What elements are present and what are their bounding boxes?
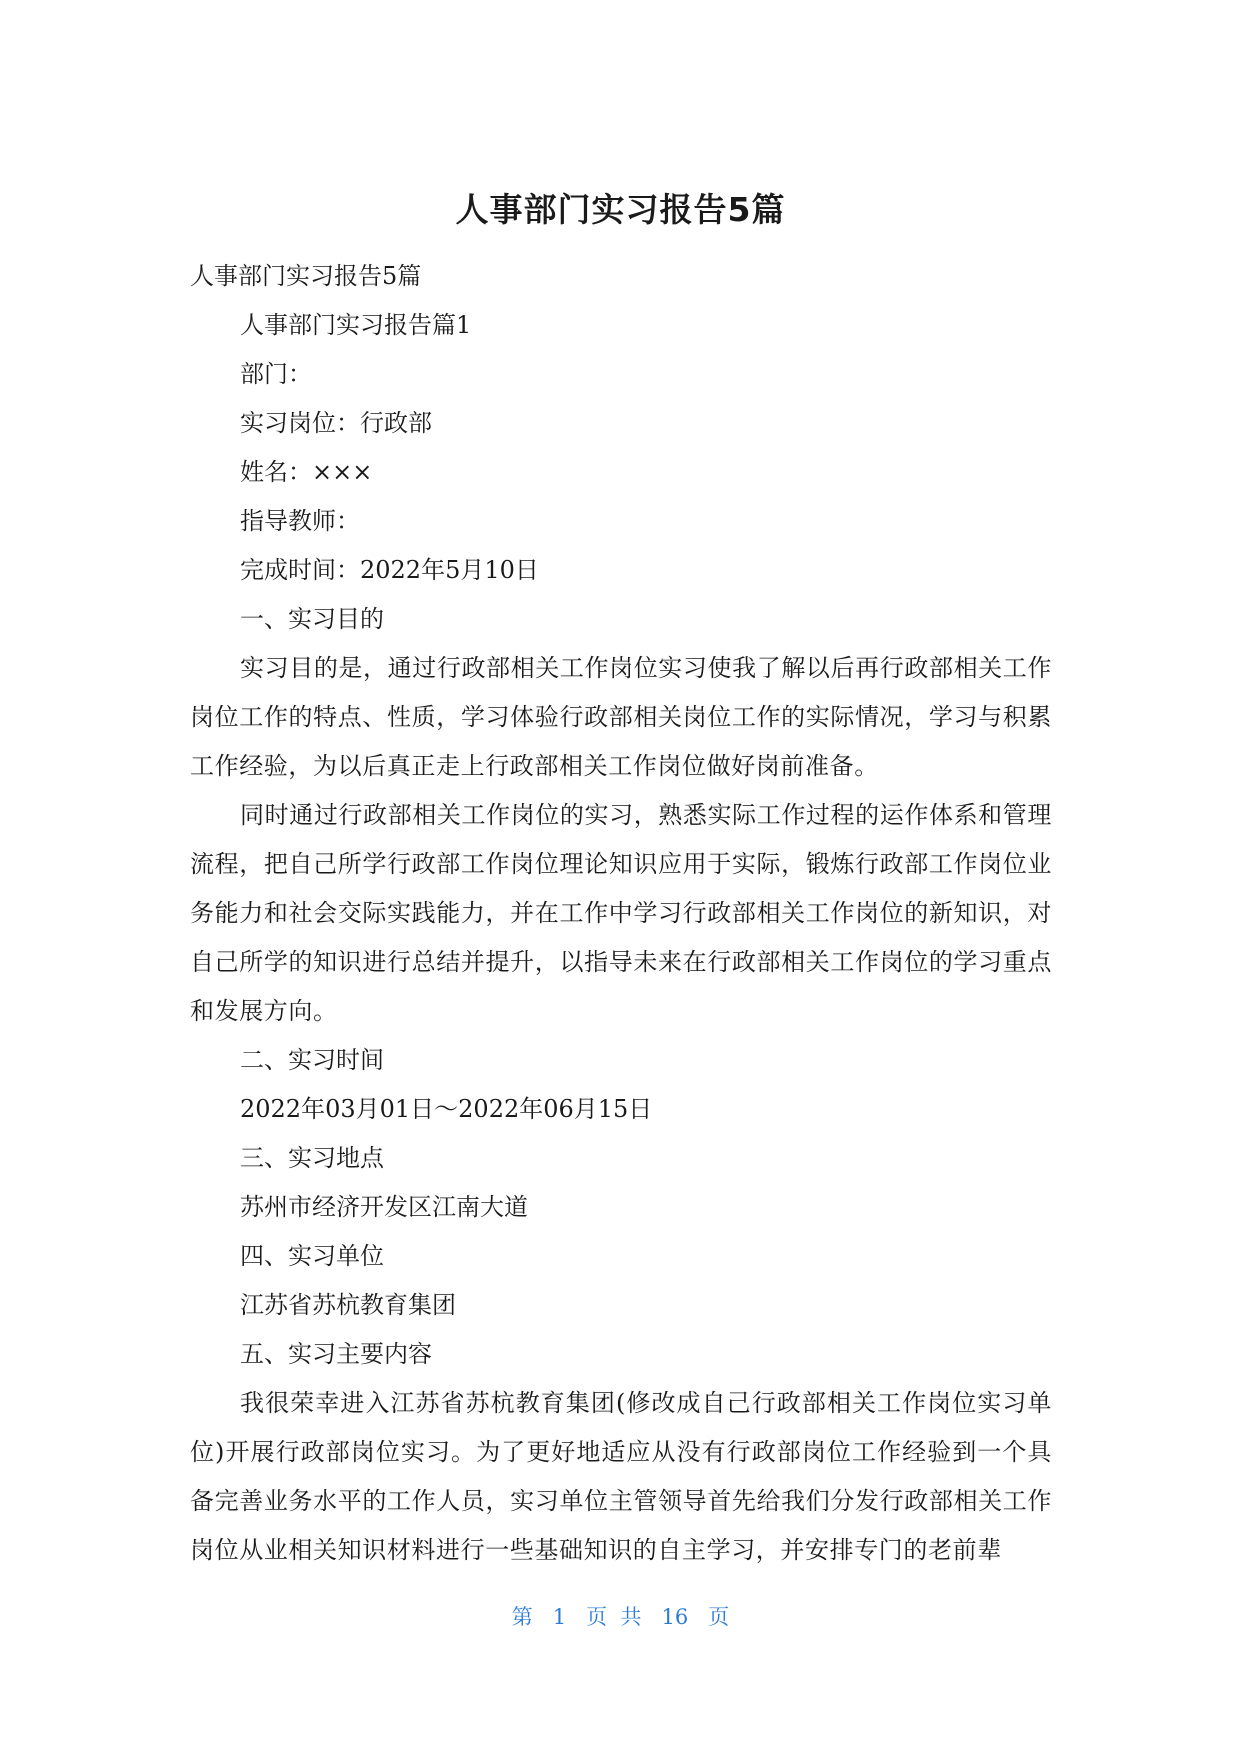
document-body [190,252,1052,1575]
footer-middle: 页 共 [586,1605,642,1629]
footer-prefix: 第 [511,1605,533,1629]
subtitle: 人事部门实习报告5篇 [190,262,422,290]
paragraph-purpose-1: 实习目的是，通过行政部相关工作岗位实习使我了解以后再行政部相关工作岗位工作的特点、性质，学习体验行政部相关岗位工作的实际情况，学习与积累工作经验，为以后真正走上行政部相关工作岗位做好岗前准备。 [190,654,1052,780]
field-teacher: 指导教师： [240,507,360,535]
footer-suffix: 页 [708,1605,730,1629]
section-heading-location: 三、实习地点 [240,1144,384,1172]
field-position: 实习岗位：行政部 [240,409,432,437]
section-heading-unit: 四、实习单位 [240,1242,384,1270]
section-heading-purpose: 一、实习目的 [240,605,384,633]
field-name: 姓名：××× [240,458,373,486]
page-footer [0,1602,1241,1632]
section-heading-time: 二、实习时间 [240,1046,384,1074]
paragraph-purpose-2: 同时通过行政部相关工作岗位的实习，熟悉实际工作过程的运作体系和管理流程，把自己所学行政部工作岗位理论知识应用于实际，锻炼行政部工作岗位业务能力和社会交际实践能力，并在工作中学习行政部相关工作岗位的新知识，对自己所学的知识进行总结并提升，以指导未来在行政部相关工作岗位的学习重点和发展方向。 [190,801,1052,1025]
paragraph-content-1: 我很荣幸进入江苏省苏杭教育集团(修改成自己行政部相关工作岗位实习单位)开展行政部岗位实习。为了更好地适应从没有行政部岗位工作经验到一个具备完善业务水平的工作人员，实习单位主管领导首先给我们分发行政部相关工作岗位从业相关知识材料进行一些基础知识的自主学习，并安排专门的老前辈 [190,1389,1052,1564]
section-value-time: 2022年03月01日～2022年06月15日 [240,1095,653,1123]
section-value-location: 苏州市经济开发区江南大道 [240,1193,528,1221]
field-department: 部门： [240,360,312,388]
document-title: 人事部门实习报告5篇 [455,190,786,229]
section-heading-content: 五、实习主要内容 [240,1340,432,1368]
section-value-unit: 江苏省苏杭教育集团 [240,1291,456,1319]
footer-page-number: 1 [552,1605,567,1629]
footer-total-pages: 16 [661,1605,689,1629]
report-heading: 人事部门实习报告篇1 [240,311,472,339]
field-completion-time: 完成时间：2022年5月10日 [240,556,539,584]
